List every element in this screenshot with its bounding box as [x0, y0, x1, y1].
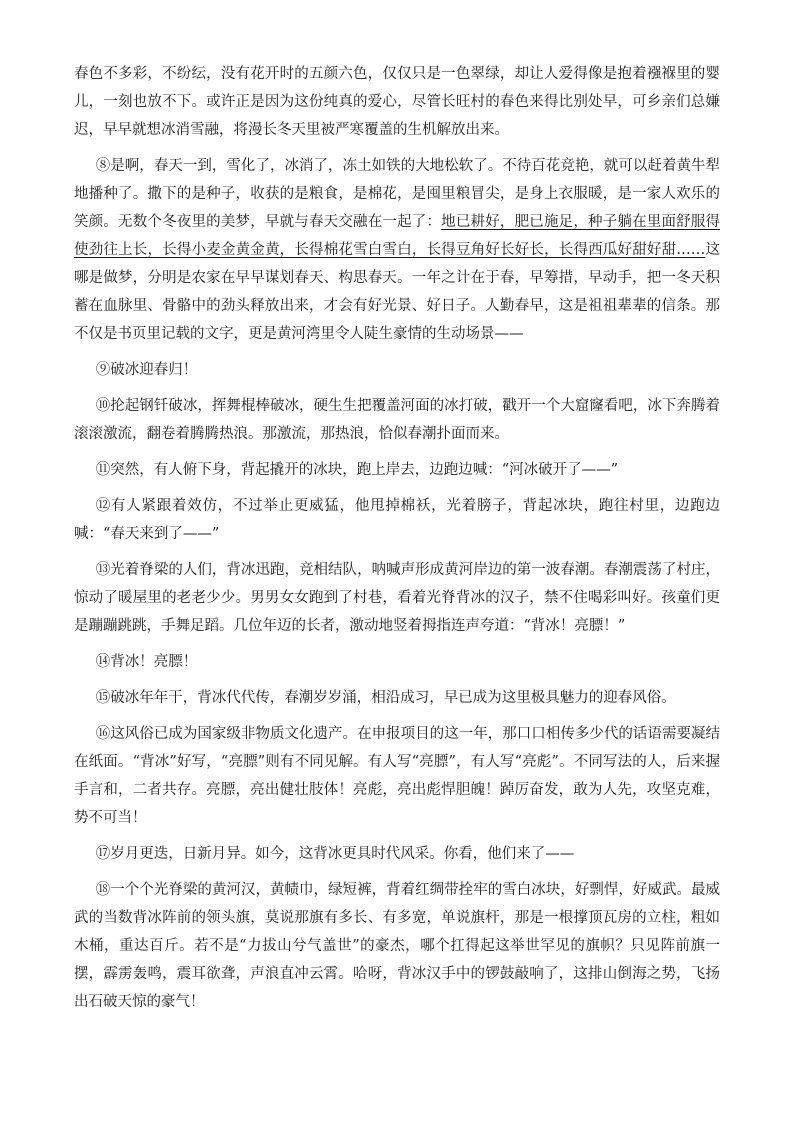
underlined-sentence: 地已耕好，肥已施足，种子躺在里面舒服得使劲往上长，长得小麦金黄金黄，长得棉花雪白雪白，长得豆角好长好长，长得西瓜好甜好甜…… — [74, 214, 721, 258]
paragraph-text: ⑮破冰年年干，背冰代代传，春潮岁岁涌，相沿成习，早已成为这里极具魅力的迎春风俗。 — [95, 690, 676, 706]
article-body — [74, 60, 720, 1016]
paragraph-text: ⑪突然，有人俯下身，背起撬开的冰块，跑上岸去，边跑边喊：“河冰破开了——” — [95, 462, 619, 478]
paragraph-text: ⑱一个个光脊梁的黄河汉，黄帻巾，绿短裤，背着红绸带拴牢的雪白冰块，好剽悍，好威武。最威武的当数背冰阵前的领头旗，莫说那旗有多长、有多宽，单说旗杆，那是一根撑顶瓦房的立柱，粗如木桶，重达百斤。若不是“力拔山兮气盖世”的豪杰，哪个扛得起这举世罕见的旗帜？只见阵前旗一摆，霹雳轰鸣，震耳欲聋，声浪直冲云霄。哈呀，背冰汉手中的锣鼓敲响了，这排山倒海之势，飞扬出石破天惊的豪气！ — [74, 882, 720, 1010]
paragraph-text: ⑨破冰迎春归！ — [95, 362, 198, 378]
paragraph-text: 春色不多彩，不纷纭，没有花开时的五颜六色，仅仅只是一色翠绿，却让人爱得像是抱着襁褓里的婴儿，一刻也放不下。或许正是因为这份纯真的爱心，尽管长旺村的春色来得比别处早，可乡亲们总嫌迟，早早就想冰消雪融，将漫长冬天里被严寒覆盖的生机解放出来。 — [74, 66, 720, 138]
paragraph — [74, 456, 720, 484]
paragraph — [74, 492, 720, 548]
paragraph — [74, 648, 720, 676]
paragraph-text: ⑰岁月更迭，日新月异。如今，这背冰更具时代风采。你看，他们来了—— — [95, 846, 575, 862]
paragraph — [74, 556, 720, 640]
paragraph-text: ⑧是啊，春天一到，雪化了，冰消了，冻土如铁的大地松软了。不待百花竞艳，就可以赶着黄牛犁地播种了。撒下的是种子，收获的是粮食，是棉花，是囤里粮冒尖，是身上衣服暖，是一家人欢乐的笑颜。无数个冬夜里的美梦，早就与春天交融在一起了： — [74, 158, 720, 230]
paragraph-text: ⑯这风俗已成为国家级非物质文化遗产。在申报项目的这一年，那口口相传多少代的话语需要凝结在纸面。“背冰”好写，“亮膘”则有不同见解。有人写“亮膘”，有人写“亮彪”。不同写法的人，后来握手言和，二者共存。亮膘，亮出健壮肢体！亮彪，亮出彪悍胆魄！踔厉奋发，敢为人先，攻坚克难，势不可当！ — [74, 726, 720, 826]
document-page — [74, 60, 720, 1024]
paragraph-text: ⑩抡起钢钎破冰，挥舞棍棒破冰，硬生生把覆盖河面的冰打破，戳开一个大窟窿看吧，冰下奔腾着滚滚激流，翻卷着腾腾热浪。那激流，那热浪，恰似春潮扑面而来。 — [74, 398, 720, 442]
paragraph-text: ⑫有人紧跟着效仿，不过举止更威猛，他甩掉棉袄，光着膀子，背起冰块，跑往村里，边跑边喊：“春天来到了——” — [74, 498, 720, 542]
paragraph-text: ⑬光着脊梁的人们，背冰迅跑，竞相结队，呐喊声形成黄河岸边的第一波春潮。春潮震荡了村庄，惊动了暖屋里的老老少少。男男女女跑到了村巷，看着光脊背冰的汉子，禁不住喝彩叫好。孩童们更是蹦蹦跳跳，手舞足蹈。几位年迈的长者，激动地竖着拇指连声夸道：“背冰！亮膘！” — [74, 562, 720, 634]
paragraph — [74, 152, 720, 348]
paragraph — [74, 684, 720, 712]
paragraph — [74, 840, 720, 868]
paragraph — [74, 356, 720, 384]
paragraph — [74, 720, 720, 832]
paragraph — [74, 876, 720, 1016]
paragraph-text: 这哪是做梦，分明是农家在早早谋划春天、构思春天。一年之计在于春，早筹措，早动手，把一冬天积蓄在血脉里、骨骼中的劲头释放出来，才会有好光景、好日子。人勤春早，这是祖祖辈辈的信条。那不仅是书页里记载的文字，更是黄河湾里令人陡生豪情的生动场景—— — [74, 242, 721, 342]
paragraph — [74, 60, 720, 144]
paragraph-text: ⑭背冰！亮膘！ — [95, 654, 198, 670]
paragraph — [74, 392, 720, 448]
